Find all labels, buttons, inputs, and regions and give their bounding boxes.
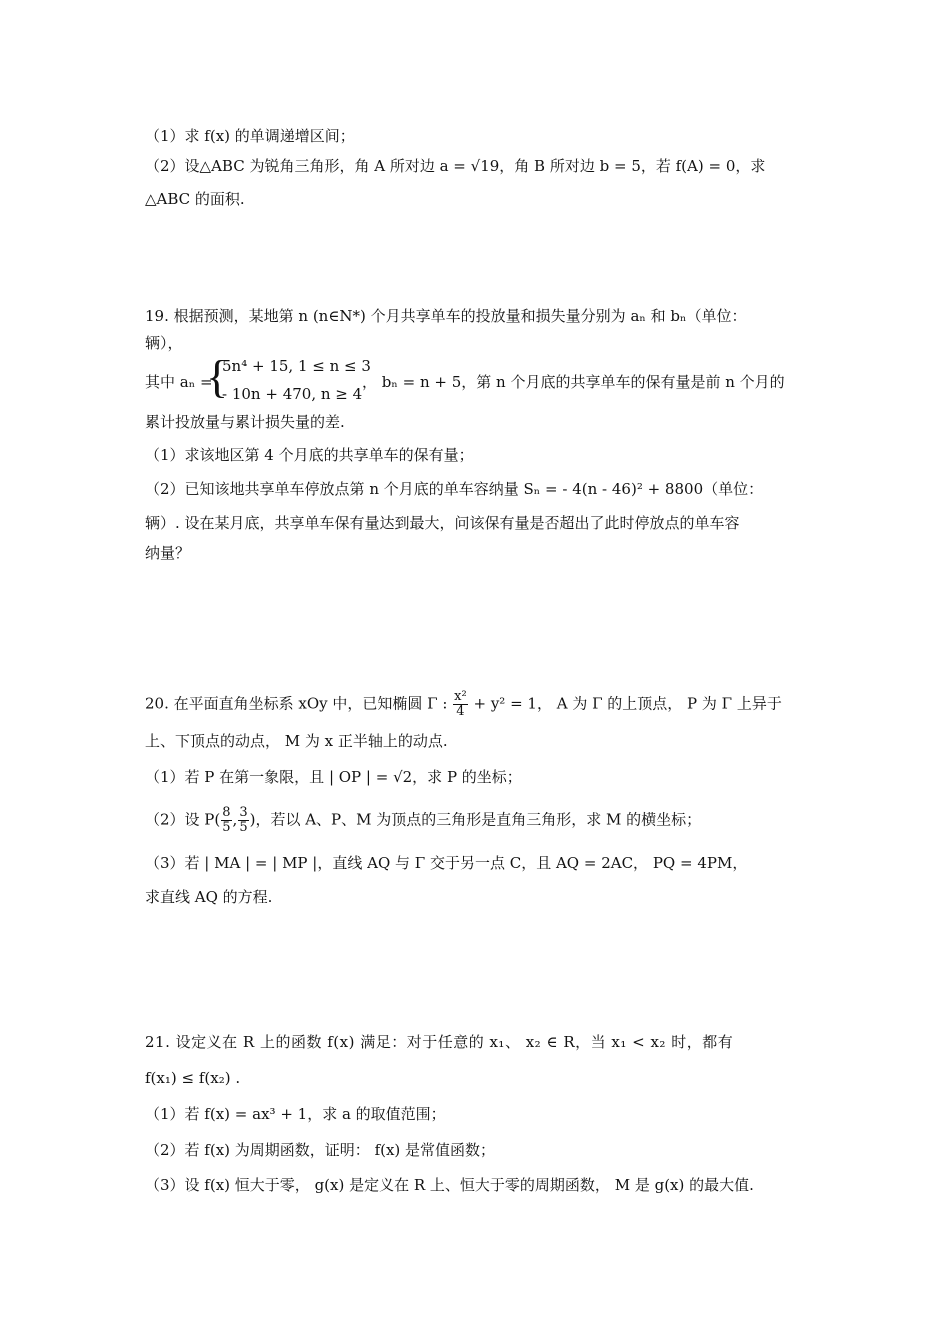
q19-part2-cont: 辆）. 设在某月底，共享单车保有量达到最大，问该保有量是否超出了此时停放点的单车容	[145, 514, 740, 532]
frac-numerator: 8	[222, 805, 231, 820]
q20-part3-cont: 求直线 AQ 的方程.	[145, 888, 273, 906]
q20-part3: （3）若 | MA | = | MP |，直线 AQ 与 Γ 交于另一点 C，且 AQ = 2AC， PQ = 4PM，	[145, 854, 748, 872]
frac-denominator: 5	[239, 820, 248, 835]
frac-numerator: x²	[454, 689, 467, 704]
q19-case1: 5n⁴ + 15, 1 ≤ n ≤ 3	[222, 357, 371, 375]
q21-intro: 21. 设定义在 R 上的函数 f(x) 满足：对于任意的 x₁、 x₂ ∈ R，当 x₁ < x₂ 时，都有	[145, 1033, 734, 1051]
q20-intro-cont: 上、下顶点的动点， M 为 x 正半轴上的动点.	[145, 732, 448, 750]
q19-intro-cont: 辆），	[145, 334, 183, 352]
q19-bn-and-stock: ， bₙ = n + 5，第 n 个月底的共享单车的保有量是前 n 个月的	[362, 373, 785, 391]
q19-part2-end: 纳量？	[145, 544, 191, 562]
fraction-3-over-5	[238, 806, 248, 835]
q20-part2-text: （2）设 P(	[145, 810, 221, 829]
fraction-8-over-5	[221, 806, 231, 835]
q19-an-label: 其中 aₙ =	[145, 373, 213, 391]
q19-part1: （1）求该地区第 4 个月底的共享单车的保有量；	[145, 446, 474, 464]
q21-part2: （2）若 f(x) 为周期函数，证明： f(x) 是常值函数；	[145, 1141, 496, 1159]
q20-part1: （1）若 P 在第一象限，且 | OP | = √2，求 P 的坐标；	[145, 768, 522, 786]
q20-part2-text-b: )，若以 A、P、M 为顶点的三角形是直角三角形，求 M 的横坐标；	[249, 810, 702, 829]
q18-part1: （1）求 f(x) 的单调递增区间；	[145, 127, 355, 145]
fraction-x2-over-4	[453, 690, 468, 719]
frac-numerator: 3	[239, 805, 248, 820]
q18-part2-cont: △ABC 的面积.	[145, 190, 245, 208]
q20-part2	[145, 806, 701, 835]
q20-intro-text: 20. 在平面直角坐标系 xOy 中，已知椭圆 Γ :	[145, 694, 448, 713]
frac-denominator: 5	[222, 820, 231, 835]
comma: ,	[232, 810, 238, 829]
q19-intro: 19. 根据预测，某地第 n (n∈N*) 个月共享单车的投放量和损失量分别为 aₙ 和 bₙ（单位：	[145, 307, 747, 325]
q18-part2: （2）设△ABC 为锐角三角形，角 A 所对边 a = √19，角 B 所对边 b = 5，若 f(A) = 0，求	[145, 157, 766, 175]
q21-intro-cont: f(x₁) ≤ f(x₂) .	[145, 1069, 241, 1087]
q21-part3: （3）设 f(x) 恒大于零， g(x) 是定义在 R 上、恒大于零的周期函数， M 是 g(x) 的最大值.	[145, 1176, 754, 1194]
q19-part2: （2）已知该地共享单车停放点第 n 个月底的单车容纳量 Sₙ = - 4(n - 46)² + 8800（单位：	[145, 480, 764, 498]
q21-part1: （1）若 f(x) = ax³ + 1，求 a 的取值范围；	[145, 1105, 446, 1123]
q19-line3: 累计投放量与累计损失量的差.	[145, 413, 345, 431]
frac-denominator: 4	[456, 704, 465, 719]
q20-intro-text-b: + y² = 1， A 为 Γ 的上顶点， P 为 Γ 上异于	[473, 694, 782, 713]
piecewise-brace: {	[206, 351, 229, 402]
q20-intro	[145, 690, 782, 719]
q19-case2: - 10n + 470, n ≥ 4	[222, 385, 363, 403]
